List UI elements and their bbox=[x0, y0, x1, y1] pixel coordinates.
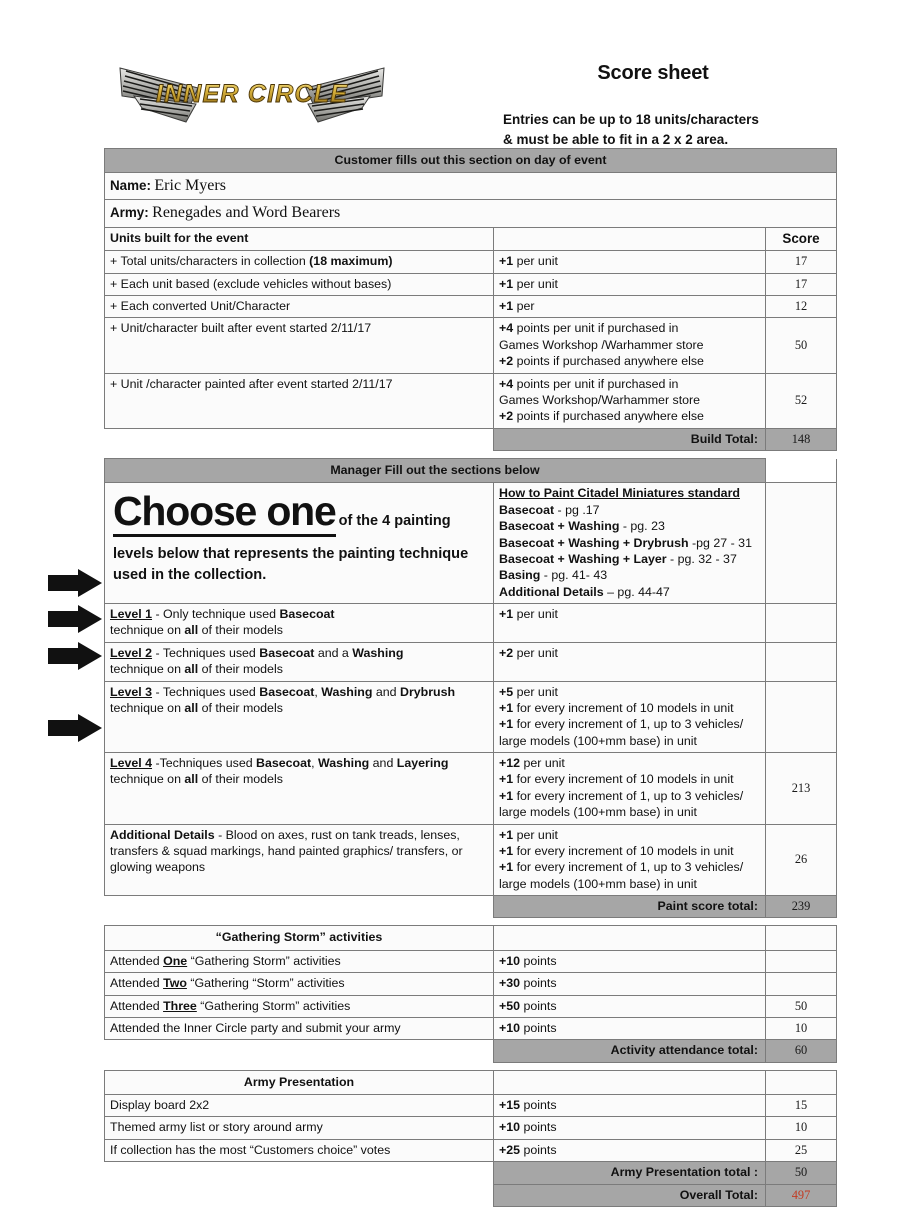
guide-line-bold: Basecoat + Washing bbox=[499, 519, 620, 534]
level-desc-b: Basecoat bbox=[256, 756, 312, 771]
army-presentation-desc: If collection has the most “Customers choice” votes bbox=[105, 1139, 494, 1161]
gathering-storm-row bbox=[105, 995, 837, 1017]
score-sheet-table bbox=[104, 148, 836, 1207]
right-arrow-pointer-level-4 bbox=[48, 713, 104, 743]
guide-line-bold: Basecoat + Washing + Layer bbox=[499, 551, 667, 566]
guide-line bbox=[499, 518, 760, 534]
gathering-storm-header-points-blank bbox=[494, 926, 766, 950]
name-value: Eric Myers bbox=[154, 177, 226, 195]
desc-c: “Gathering Storm” activities bbox=[187, 953, 341, 968]
points-bold: +10 bbox=[499, 1020, 521, 1035]
activity-total-value: 60 bbox=[766, 1040, 837, 1062]
points-rest: for every increment of 1, up to 3 vehicles/ bbox=[513, 717, 744, 732]
level-desc-d: Washing bbox=[352, 645, 404, 660]
customer-section-header: Customer fills out this section on day of event bbox=[105, 149, 837, 173]
points-rest: for every increment of 10 models in unit bbox=[513, 772, 734, 787]
points-rest: per unit bbox=[513, 645, 558, 660]
points-line: large models (100+mm base) in unit bbox=[499, 733, 698, 748]
gathering-storm-row bbox=[105, 1017, 837, 1039]
built-after-event-row bbox=[105, 318, 837, 373]
paint-total-row bbox=[105, 896, 837, 918]
painted-after-event-row bbox=[105, 373, 837, 428]
guide-title: How to Paint Citadel Miniatures standard bbox=[499, 486, 740, 501]
units-built-header: Units built for the event bbox=[105, 227, 494, 251]
build-row-desc: + Each converted Unit/Character bbox=[105, 296, 494, 318]
name-row bbox=[105, 173, 837, 200]
section-gap bbox=[105, 918, 837, 926]
points-line bbox=[499, 376, 760, 392]
army-presentation-header: Army Presentation bbox=[105, 1070, 494, 1094]
level-name: Level 4 bbox=[110, 756, 153, 771]
gathering-storm-points bbox=[494, 973, 766, 995]
level-desc-f: Drybrush bbox=[400, 684, 456, 699]
points-bold: +30 bbox=[499, 976, 521, 991]
additional-line-1: - Blood on axes, rust on tank treads, lenses, bbox=[214, 827, 460, 842]
logo-wordmark: INNER CIRCLE bbox=[155, 80, 349, 108]
gathering-storm-desc bbox=[105, 950, 494, 972]
line2-a: technique on bbox=[110, 772, 185, 787]
choose-one-cell bbox=[105, 483, 494, 604]
line2-a: technique on bbox=[110, 623, 185, 638]
points-bold: +1 bbox=[499, 772, 514, 787]
build-row bbox=[105, 273, 837, 295]
level-2-score[interactable] bbox=[766, 642, 837, 681]
paint-total-label: Paint score total: bbox=[494, 896, 766, 918]
points-rest: for every increment of 10 models in unit bbox=[513, 843, 734, 858]
activity-total-spacer bbox=[105, 1040, 494, 1062]
page-header bbox=[0, 0, 900, 148]
level-1-row bbox=[105, 604, 837, 643]
army-presentation-total-spacer bbox=[105, 1162, 494, 1184]
points-line bbox=[499, 843, 760, 859]
additional-line-3: glowing weapons bbox=[110, 860, 206, 875]
desc-a: Attended bbox=[110, 976, 164, 991]
guide-line bbox=[499, 551, 760, 567]
desc-b: Two bbox=[163, 976, 187, 991]
level-3-points bbox=[494, 681, 766, 753]
level-desc-d: Washing bbox=[321, 684, 373, 699]
points-line: large models (100+mm base) in unit bbox=[499, 805, 698, 820]
points-bold: +2 bbox=[499, 409, 514, 424]
level-name: Level 1 bbox=[110, 607, 153, 622]
points-rest: points bbox=[520, 976, 557, 991]
line2-b: all bbox=[184, 662, 199, 677]
guide-line-bold: Additional Details bbox=[499, 584, 604, 599]
points-line bbox=[499, 771, 760, 787]
right-arrow-pointer-level-1 bbox=[48, 568, 104, 598]
line2-b: all bbox=[184, 623, 199, 638]
points-bold: +2 bbox=[499, 354, 514, 369]
units-column-header-row bbox=[105, 227, 837, 251]
level-name: Level 2 bbox=[110, 645, 153, 660]
level-2-points bbox=[494, 642, 766, 681]
additional-line-2: transfers & squad markings, hand painted graphics/ transfers, or bbox=[110, 843, 463, 858]
gathering-storm-score[interactable] bbox=[766, 973, 837, 995]
inner-circle-logo bbox=[112, 52, 392, 134]
level-1-score[interactable] bbox=[766, 604, 837, 643]
points-bold: +4 bbox=[499, 376, 514, 391]
army-presentation-row bbox=[105, 1139, 837, 1161]
level-desc-a: -Techniques used bbox=[152, 756, 257, 771]
additional-details-points bbox=[494, 824, 766, 896]
level-desc-line2 bbox=[110, 771, 488, 787]
points-rest: points bbox=[520, 953, 557, 968]
army-presentation-header-row bbox=[105, 1070, 837, 1094]
points-line bbox=[499, 606, 760, 622]
points-bold: +4 bbox=[499, 321, 514, 336]
guide-line-bold: Basecoat + Washing + Drybrush bbox=[499, 535, 689, 550]
overall-total-value: 497 bbox=[766, 1184, 837, 1206]
level-desc-line2 bbox=[110, 622, 488, 638]
points-line bbox=[499, 859, 760, 875]
points-line bbox=[499, 716, 760, 732]
army-presentation-score[interactable]: 10 bbox=[766, 1117, 837, 1139]
build-row-score[interactable]: 12 bbox=[766, 296, 837, 318]
level-desc-d: Washing bbox=[318, 756, 370, 771]
points-line bbox=[499, 827, 760, 843]
points-rest: per unit bbox=[513, 684, 558, 699]
activity-total-label: Activity attendance total: bbox=[494, 1040, 766, 1062]
points-bold: +10 bbox=[499, 1120, 521, 1135]
army-presentation-points bbox=[494, 1095, 766, 1117]
customer-section-header-row bbox=[105, 149, 837, 173]
points-line bbox=[499, 353, 760, 369]
points-bold: +1 bbox=[499, 700, 514, 715]
level-desc-e: and bbox=[372, 684, 400, 699]
line2-c: of their models bbox=[198, 700, 283, 715]
manager-section-header-row bbox=[105, 459, 837, 483]
gathering-storm-score[interactable]: 10 bbox=[766, 1017, 837, 1039]
points-bold: +1 bbox=[499, 276, 514, 291]
gathering-storm-points bbox=[494, 995, 766, 1017]
points-line bbox=[499, 408, 760, 424]
army-presentation-row bbox=[105, 1117, 837, 1139]
build-total-row bbox=[105, 428, 837, 450]
level-3-score[interactable] bbox=[766, 681, 837, 753]
guide-line bbox=[499, 535, 760, 551]
additional-details-desc bbox=[105, 824, 494, 896]
level-1-desc bbox=[105, 604, 494, 643]
level-desc-line2 bbox=[110, 700, 488, 716]
choose-one-description: levels below that represents the painting technique used in the collection. bbox=[113, 546, 469, 584]
gathering-storm-desc bbox=[105, 995, 494, 1017]
army-cell[interactable] bbox=[105, 200, 837, 227]
sheet-title: Score sheet bbox=[597, 62, 709, 84]
army-presentation-total-row bbox=[105, 1162, 837, 1184]
guide-line-rest: - pg. 41- 43 bbox=[540, 568, 608, 583]
points-bold: +10 bbox=[499, 953, 521, 968]
level-3-row bbox=[105, 681, 837, 753]
level-4-score[interactable]: 213 bbox=[766, 753, 837, 825]
gathering-storm-desc bbox=[105, 973, 494, 995]
units-points-header-blank bbox=[494, 227, 766, 251]
guide-line-rest: - pg. 32 - 37 bbox=[666, 551, 737, 566]
gathering-storm-score[interactable]: 50 bbox=[766, 995, 837, 1017]
army-presentation-score[interactable]: 15 bbox=[766, 1095, 837, 1117]
points-line: Games Workshop /Warhammer store bbox=[499, 337, 704, 352]
line2-c: of their models bbox=[198, 772, 283, 787]
activity-total-row bbox=[105, 1040, 837, 1062]
choose-one-heading: Choose one bbox=[113, 491, 336, 537]
subtitle-line-2: & must be able to fit in a 2 x 2 area. bbox=[503, 131, 729, 147]
section-gap bbox=[105, 1062, 837, 1070]
points-rest: per unit bbox=[513, 827, 558, 842]
build-total-spacer bbox=[105, 428, 494, 450]
points-bold: +1 bbox=[499, 299, 514, 314]
army-presentation-score[interactable]: 25 bbox=[766, 1139, 837, 1161]
build-row bbox=[105, 251, 837, 273]
points-rest: points bbox=[520, 1120, 557, 1135]
choose-one-score-blank[interactable] bbox=[766, 483, 837, 604]
level-1-points bbox=[494, 604, 766, 643]
level-2-desc bbox=[105, 642, 494, 681]
points-line bbox=[499, 320, 760, 336]
built-after-event-score[interactable]: 50 bbox=[766, 318, 837, 373]
points-bold: +1 bbox=[499, 607, 514, 622]
overall-total-spacer bbox=[105, 1184, 494, 1206]
guide-line bbox=[499, 584, 760, 600]
painting-guide-cell bbox=[494, 483, 766, 604]
level-2-row bbox=[105, 642, 837, 681]
points-line bbox=[499, 755, 760, 771]
gathering-storm-points bbox=[494, 950, 766, 972]
level-desc-b: Basecoat bbox=[259, 645, 315, 660]
paint-total-spacer bbox=[105, 896, 494, 918]
army-label: Army: bbox=[110, 205, 149, 221]
line2-c: of their models bbox=[198, 662, 283, 677]
points-rest: per unit bbox=[513, 254, 558, 269]
army-value: Renegades and Word Bearers bbox=[152, 204, 341, 222]
gathering-storm-row bbox=[105, 950, 837, 972]
overall-total-row bbox=[105, 1184, 837, 1206]
build-total-label: Build Total: bbox=[494, 428, 766, 450]
painted-after-event-score[interactable]: 52 bbox=[766, 373, 837, 428]
level-desc-c: , bbox=[311, 756, 319, 771]
guide-line bbox=[499, 567, 760, 583]
desc-text: + Total units/characters in collection bbox=[110, 254, 310, 269]
desc-c: “Gathering “Storm” activities bbox=[186, 976, 345, 991]
level-desc-line2 bbox=[110, 661, 488, 677]
points-rest: points if purchased anywhere else bbox=[513, 354, 704, 369]
points-bold: +1 bbox=[499, 843, 514, 858]
guide-line-rest: - pg .17 bbox=[554, 502, 600, 517]
army-presentation-header-points-blank bbox=[494, 1070, 766, 1094]
build-row-desc bbox=[105, 251, 494, 273]
points-rest: points bbox=[520, 1098, 557, 1113]
points-bold: +5 bbox=[499, 684, 514, 699]
line2-b: all bbox=[184, 772, 199, 787]
points-bold: +1 bbox=[499, 717, 514, 732]
gathering-storm-score[interactable] bbox=[766, 950, 837, 972]
painted-after-event-desc: + Unit /character painted after event started 2/11/17 bbox=[105, 373, 494, 428]
score-column-header: Score bbox=[766, 227, 837, 251]
name-cell[interactable] bbox=[105, 173, 837, 200]
army-row bbox=[105, 200, 837, 227]
right-arrow-pointer-level-2 bbox=[48, 604, 104, 634]
desc-a: Attended bbox=[110, 953, 164, 968]
points-line: Games Workshop/Warhammer store bbox=[499, 392, 701, 407]
points-rest: per unit bbox=[520, 756, 565, 771]
build-row-score[interactable]: 17 bbox=[766, 273, 837, 295]
points-rest: per unit bbox=[513, 276, 558, 291]
built-after-event-desc: + Unit/character built after event started 2/11/17 bbox=[105, 318, 494, 373]
points-bold: +50 bbox=[499, 998, 521, 1013]
level-desc-a: - Only technique used bbox=[152, 607, 280, 622]
line2-a: technique on bbox=[110, 700, 185, 715]
points-rest: points bbox=[520, 1142, 557, 1157]
level-4-points bbox=[494, 753, 766, 825]
build-row bbox=[105, 296, 837, 318]
gathering-storm-row bbox=[105, 973, 837, 995]
level-desc-a: - Techniques used bbox=[152, 684, 260, 699]
choose-one-row bbox=[105, 483, 837, 604]
points-line bbox=[499, 788, 760, 804]
level-desc-b: Basecoat bbox=[259, 684, 315, 699]
gathering-storm-points bbox=[494, 1017, 766, 1039]
line2-a: technique on bbox=[110, 662, 185, 677]
points-rest: points per unit if purchased in bbox=[513, 376, 679, 391]
guide-line-rest: - pg. 23 bbox=[619, 519, 665, 534]
gathering-storm-desc: Attended the Inner Circle party and submit your army bbox=[105, 1017, 494, 1039]
points-bold: +15 bbox=[499, 1098, 521, 1113]
army-presentation-points bbox=[494, 1117, 766, 1139]
build-row-score[interactable]: 17 bbox=[766, 251, 837, 273]
level-desc-b: Basecoat bbox=[279, 607, 335, 622]
points-bold: +1 bbox=[499, 254, 514, 269]
build-row-points bbox=[494, 296, 766, 318]
points-bold: +2 bbox=[499, 645, 514, 660]
built-after-event-points bbox=[494, 318, 766, 373]
level-desc-a: - Techniques used bbox=[152, 645, 260, 660]
name-label: Name: bbox=[110, 178, 151, 194]
army-presentation-desc: Themed army list or story around army bbox=[105, 1117, 494, 1139]
points-rest: points per unit if purchased in bbox=[513, 321, 679, 336]
points-rest: for every increment of 1, up to 3 vehicles/ bbox=[513, 860, 744, 875]
section-gap bbox=[105, 451, 837, 459]
points-rest: for every increment of 10 models in unit bbox=[513, 700, 734, 715]
right-arrow-pointer-level-3 bbox=[48, 641, 104, 671]
level-desc-f: Layering bbox=[396, 756, 449, 771]
points-rest: per bbox=[513, 299, 535, 314]
points-line bbox=[499, 645, 760, 661]
level-desc-c: , bbox=[314, 684, 322, 699]
additional-details-row bbox=[105, 824, 837, 896]
points-rest: points bbox=[520, 1020, 557, 1035]
guide-line-bold: Basing bbox=[499, 568, 541, 583]
army-presentation-total-value: 50 bbox=[766, 1162, 837, 1184]
points-rest: points if purchased anywhere else bbox=[513, 409, 704, 424]
level-desc-c: and a bbox=[314, 645, 353, 660]
overall-total-label: Overall Total: bbox=[494, 1184, 766, 1206]
painted-after-event-points bbox=[494, 373, 766, 428]
additional-title: Additional Details bbox=[110, 827, 215, 842]
choose-one-tail: of the 4 painting bbox=[338, 513, 451, 530]
army-presentation-row bbox=[105, 1095, 837, 1117]
army-presentation-header-score-blank bbox=[766, 1070, 837, 1094]
desc-bold: (18 maximum) bbox=[309, 254, 393, 269]
army-presentation-desc: Display board 2x2 bbox=[105, 1095, 494, 1117]
line2-c: of their models bbox=[198, 623, 283, 638]
level-3-desc bbox=[105, 681, 494, 753]
gathering-storm-header-row bbox=[105, 926, 837, 950]
points-rest: per unit bbox=[513, 607, 558, 622]
level-4-row bbox=[105, 753, 837, 825]
points-line: large models (100+mm base) in unit bbox=[499, 876, 698, 891]
desc-c: “Gathering Storm” activities bbox=[196, 998, 351, 1013]
build-row-desc: + Each unit based (exclude vehicles without bases) bbox=[105, 273, 494, 295]
level-desc-e: and bbox=[369, 756, 397, 771]
points-line bbox=[499, 700, 760, 716]
points-bold: +1 bbox=[499, 860, 514, 875]
points-bold: +25 bbox=[499, 1142, 521, 1157]
points-bold: +12 bbox=[499, 756, 521, 771]
guide-line-bold: Basecoat bbox=[499, 502, 555, 517]
guide-line bbox=[499, 502, 760, 518]
manager-section-header: Manager Fill out the sections below bbox=[105, 459, 766, 483]
army-presentation-total-label: Army Presentation total : bbox=[494, 1162, 766, 1184]
build-total-value: 148 bbox=[766, 428, 837, 450]
army-presentation-points bbox=[494, 1139, 766, 1161]
guide-line-rest: -pg 27 - 31 bbox=[688, 535, 752, 550]
subtitle-line-1: Entries can be up to 18 units/characters bbox=[503, 112, 759, 127]
gathering-storm-header: “Gathering Storm” activities bbox=[105, 926, 494, 950]
guide-line-rest: – pg. 44-47 bbox=[603, 584, 670, 599]
level-4-desc bbox=[105, 753, 494, 825]
gathering-storm-header-score-blank bbox=[766, 926, 837, 950]
build-row-points bbox=[494, 251, 766, 273]
desc-b: One bbox=[163, 953, 188, 968]
sheet-subtitle bbox=[503, 110, 833, 149]
points-rest: points bbox=[520, 998, 557, 1013]
points-bold: +1 bbox=[499, 827, 514, 842]
desc-a: Attended bbox=[110, 998, 164, 1013]
manager-header-spacer bbox=[766, 459, 837, 483]
desc-b: Three bbox=[163, 998, 197, 1013]
points-bold: +1 bbox=[499, 788, 514, 803]
additional-details-score[interactable]: 26 bbox=[766, 824, 837, 896]
level-name: Level 3 bbox=[110, 684, 153, 699]
points-line bbox=[499, 684, 760, 700]
points-rest: for every increment of 1, up to 3 vehicles/ bbox=[513, 788, 744, 803]
build-row-points bbox=[494, 273, 766, 295]
line2-b: all bbox=[184, 700, 199, 715]
paint-total-value: 239 bbox=[766, 896, 837, 918]
